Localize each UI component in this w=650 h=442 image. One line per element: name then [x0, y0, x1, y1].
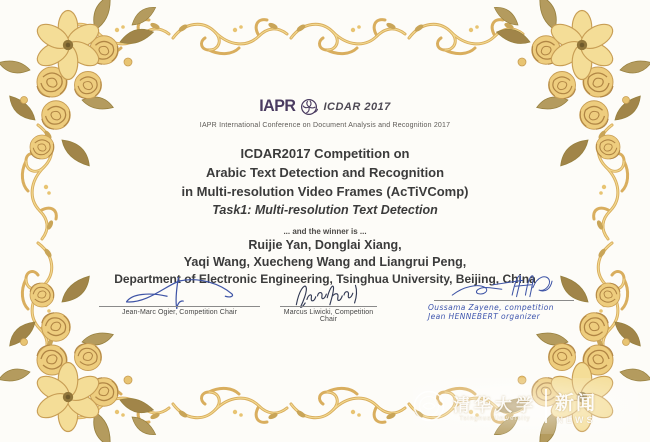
- watermark-university-english: Tsinghua University: [459, 415, 531, 422]
- tsinghua-news-watermark: [413, 378, 638, 434]
- watermark-news-english: NEWS: [556, 414, 596, 425]
- competition-title-line2: Arabic Text Detection and Recognition: [205, 165, 445, 180]
- watermark-university: [453, 391, 537, 422]
- watermark-news: [555, 388, 597, 425]
- competition-title-line1: ICDAR2017 Competition on: [240, 146, 410, 161]
- signature-line: [99, 306, 260, 307]
- competition-title-line3: in Multi-resolution Video Frames (AcTiVComp): [181, 184, 469, 199]
- winner-intro: ... and the winner is ...: [283, 227, 367, 236]
- conference-name: ICDAR 2017: [323, 101, 391, 113]
- task-title: Task1: Multi-resolution Text Detection: [212, 203, 438, 217]
- iapr-swirl-icon: [300, 98, 318, 116]
- handwritten-organizer-names: [428, 303, 580, 321]
- signature-liwicki-label: Marcus Liwicki, Competition Chair: [283, 309, 374, 323]
- signature-ogier-label: Jean-Marc Ogier, Competition Chair: [121, 309, 238, 316]
- watermark-university-chinese: 清华大学: [453, 395, 537, 415]
- winner-names-line1: Ruijie Yan, Donglai Xiang,: [248, 238, 402, 252]
- handwritten-line-zayene: Oussama Zayene, competition: [428, 303, 554, 312]
- handwritten-line-hennebert: Jean HENNEBERT organizer: [428, 312, 541, 321]
- ogier-signature-scribble: [105, 276, 255, 310]
- signature-line: [280, 306, 377, 307]
- watermark-news-chinese: 新闻: [555, 392, 598, 414]
- signature-liwicki: [276, 280, 381, 323]
- signature-organizers: [428, 270, 580, 321]
- organizers-signature-scribble: [429, 270, 579, 304]
- watermark-divider: [545, 389, 547, 423]
- logo-row: [0, 98, 650, 116]
- winner-names-line2: Yaqi Wang, Xuecheng Wang and Liangrui Peng,: [183, 255, 467, 269]
- signature-line: [434, 300, 574, 301]
- winner-affiliation: Department of Electronic Engineering, Tsinghua University, Beijing, China: [114, 272, 536, 286]
- title-block: [0, 144, 650, 220]
- signature-ogier: [92, 276, 267, 316]
- university-seal-icon: [413, 390, 445, 422]
- iapr-logo-text: IAPR: [259, 97, 296, 116]
- conference-subtitle: IAPR International Conference on Document Analysis and Recognition 2017: [199, 122, 451, 129]
